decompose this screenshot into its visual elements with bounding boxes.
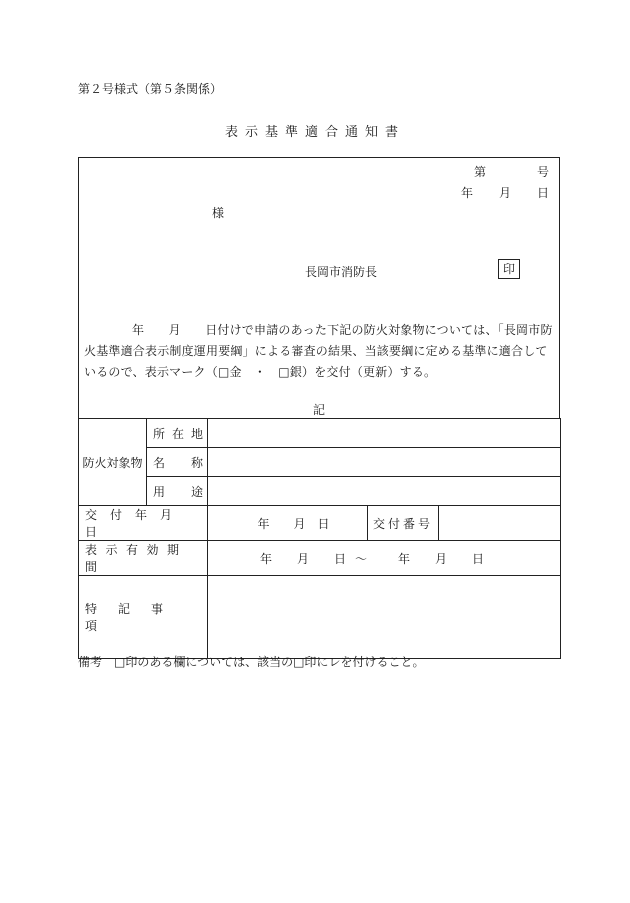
validity-value[interactable] <box>208 541 561 576</box>
addressee-honorific: 様 <box>212 206 225 220</box>
seal-stamp: 印 <box>498 259 520 279</box>
location-label <box>147 425 207 442</box>
validity-period <box>208 550 560 567</box>
issue-number-label-text: 交付番号 <box>372 516 433 531</box>
issue-date-label <box>79 506 208 541</box>
issue-month: 月 <box>293 516 306 531</box>
usage-value[interactable] <box>208 477 561 506</box>
validity-label-text: 表示有効期間 <box>85 543 188 574</box>
notice-header-box <box>78 157 560 419</box>
usage-label <box>147 483 207 500</box>
label-char: 用 <box>153 484 166 499</box>
row-label-location <box>147 419 208 448</box>
issue-year: 年 <box>257 516 270 531</box>
row-label-name <box>147 448 208 477</box>
validity-label <box>79 541 208 576</box>
validity-day-from: 日 <box>334 551 347 566</box>
table-row <box>79 477 561 506</box>
validity-month-from: 月 <box>297 551 310 566</box>
validity-year-from: 年 <box>260 551 273 566</box>
details-table <box>78 418 561 659</box>
name-label <box>147 454 207 471</box>
table-row <box>79 506 561 541</box>
label-char: 称 <box>190 455 203 470</box>
issue-date-label-text: 交付年月日 <box>85 508 186 539</box>
object-label: 防火対象物 <box>79 419 147 506</box>
location-value[interactable] <box>208 419 561 448</box>
issuer-name: 長岡市消防長 <box>305 265 378 279</box>
row-label-usage <box>147 477 208 506</box>
validity-separator: ～ <box>355 551 368 566</box>
table-row <box>79 419 561 448</box>
issue-date-line <box>461 184 549 201</box>
document-title: 表示基準適合通知書 <box>224 125 405 140</box>
form-number: 第２号様式（第５条関係） <box>78 82 223 96</box>
date-month: 月 <box>499 186 512 200</box>
validity-month-to: 月 <box>435 551 448 566</box>
number-prefix: 第 <box>474 165 487 179</box>
validity-day-to: 日 <box>472 551 485 566</box>
label-char: 途 <box>190 484 203 499</box>
issue-number-value[interactable] <box>439 506 561 541</box>
ki-heading: 記 <box>312 403 325 417</box>
label-char: 名 <box>153 455 166 470</box>
label-char: 在 <box>171 426 184 441</box>
number-suffix: 号 <box>537 165 550 179</box>
label-char: 地 <box>190 426 203 441</box>
notice-body-text: 年 月 日付けで申請のあった下記の防火対象物については、「長岡市防火基準適合表示制度運用要綱」による審査の結果、当該要綱に定める基準に適合しているので、表示マーク（□金 ・ □銀）を交付（更新）する。 <box>84 323 553 379</box>
issue-date-value[interactable] <box>208 506 368 541</box>
validity-year-to: 年 <box>398 551 411 566</box>
special-notes-label <box>79 576 208 659</box>
table-row <box>79 541 561 576</box>
label-char: 所 <box>153 426 166 441</box>
date-day: 日 <box>537 186 550 200</box>
issue-number-label <box>368 506 439 541</box>
date-year: 年 <box>461 186 474 200</box>
remark-note: 備考 □印のある欄については、該当の□印にレを付けること。 <box>78 655 425 669</box>
special-notes-value[interactable] <box>208 576 561 659</box>
special-notes-label-text: 特記事項 <box>85 602 185 633</box>
issue-day: 日 <box>317 516 330 531</box>
table-row <box>79 576 561 659</box>
table-row <box>79 448 561 477</box>
name-value[interactable] <box>208 448 561 477</box>
